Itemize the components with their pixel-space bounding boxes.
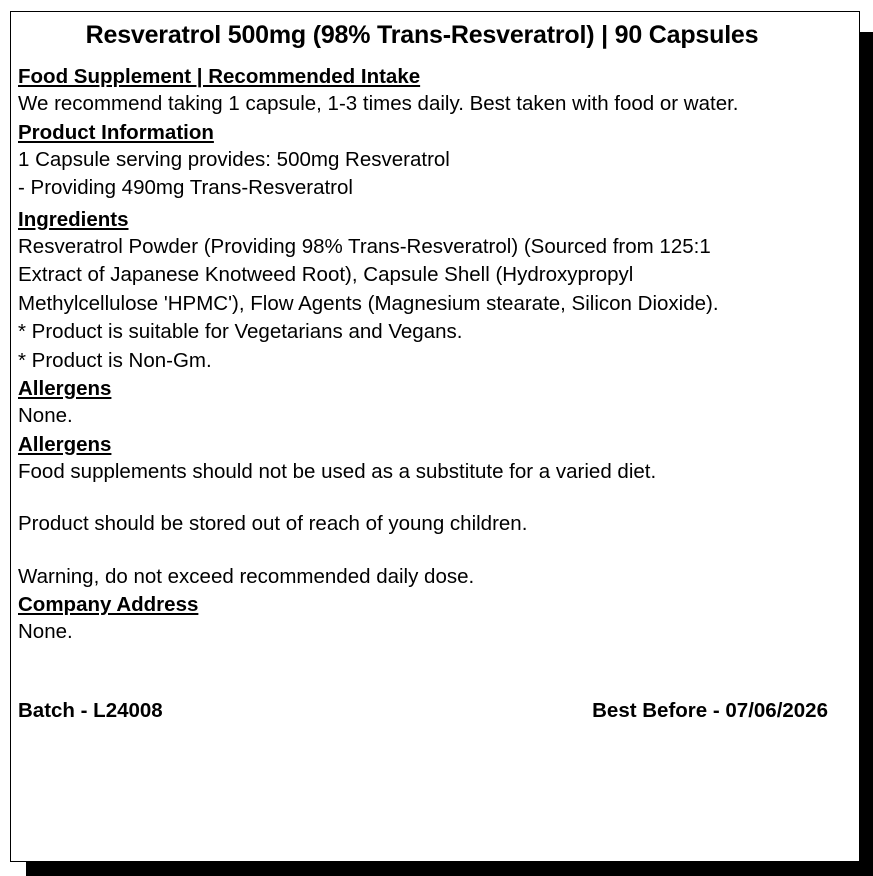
ingredients-section <box>18 206 863 376</box>
warnings-section <box>18 431 863 592</box>
varied-diet-warning: Food supplements should not be used as a substitute for a varied diet. <box>18 459 657 483</box>
vegan-note: * Product is suitable for Vegetarians and Vegans. <box>18 320 463 343</box>
serving-text: 1 Capsule serving provides: 500mg Resveratrol <box>18 147 450 171</box>
allergens-heading: Allergens <box>18 377 112 400</box>
company-heading: Company Address <box>18 593 199 616</box>
trans-resveratrol-text: - Providing 490mg Trans-Resveratrol <box>18 176 353 199</box>
ingredients-line: Resveratrol Powder (Providing 98% Trans-Resveratrol) (Sourced from 125:1 <box>18 234 711 258</box>
intake-text: We recommend taking 1 capsule, 1-3 times daily. Best taken with food or water. <box>18 92 739 115</box>
allergens-text: None. <box>18 404 73 427</box>
dose-warning: Warning, do not exceed recommended daily dose. <box>18 564 475 588</box>
intake-heading: Food Supplement | Recommended Intake <box>18 65 421 88</box>
allergens-section <box>18 375 863 431</box>
company-section <box>18 591 863 647</box>
product-info-section <box>18 119 863 203</box>
non-gm-note: * Product is Non-Gm. <box>18 348 212 372</box>
ingredients-line: Methylcellulose 'HPMC'), Flow Agents (Magnesium stearate, Silicon Dioxide). <box>18 291 719 315</box>
children-warning: Product should be stored out of reach of young children. <box>18 512 528 535</box>
company-address-text: None. <box>18 620 73 643</box>
label-footer <box>18 699 828 723</box>
product-title: Resveratrol 500mg (98% Trans-Resveratrol) | 90 Capsules <box>85 21 759 49</box>
batch-number: Batch - L24008 <box>18 699 163 722</box>
supplement-label <box>10 11 860 862</box>
ingredients-line: Extract of Japanese Knotweed Root), Capsule Shell (Hydroxypropyl <box>18 263 634 286</box>
best-before-date: Best Before - 07/06/2026 <box>592 699 828 722</box>
intake-section <box>18 63 863 119</box>
product-info-heading: Product Information <box>18 120 214 144</box>
label-content <box>18 63 863 647</box>
warnings-heading: Allergens <box>18 432 112 456</box>
ingredients-heading: Ingredients <box>18 207 129 231</box>
